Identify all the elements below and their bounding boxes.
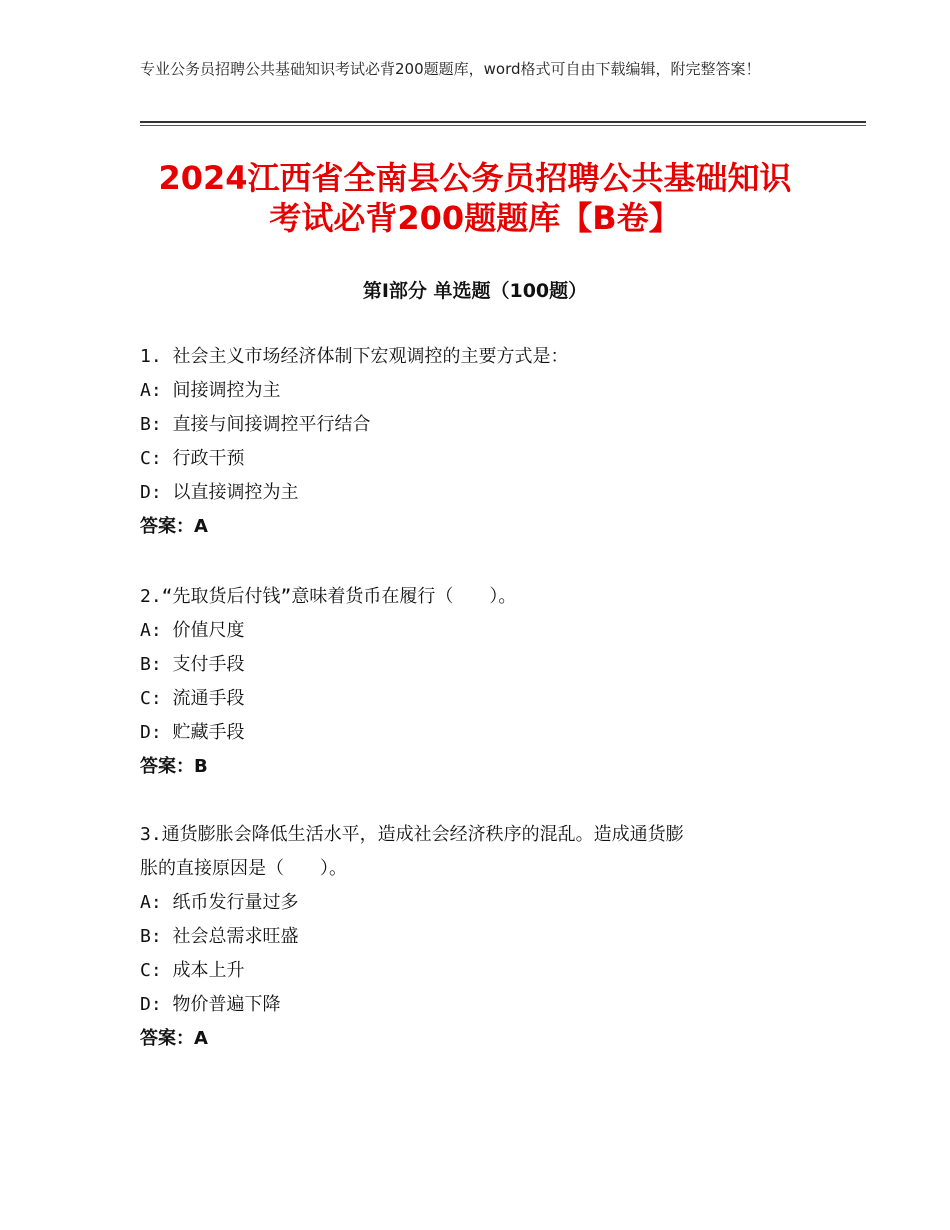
option-c: C: 流通手段 (140, 688, 245, 709)
option-c: C: 成本上升 (140, 960, 245, 981)
option-b: B: 支付手段 (140, 654, 245, 675)
option-c: C: 行政干预 (140, 448, 245, 469)
option-b: B: 直接与间接调控平行结合 (140, 414, 371, 435)
answer: 答案：B (140, 756, 208, 777)
section-title: 第Ⅰ部分 单选题（100题） (362, 280, 588, 302)
question-stem: 2.“先取货后付钱”意味着货币在履行（ ）。 (140, 586, 517, 607)
document-title (100, 158, 850, 238)
header-rule-thick (140, 121, 866, 123)
question-3 (140, 818, 820, 1056)
option-b: B: 社会总需求旺盛 (140, 926, 299, 947)
option-d: D: 物价普遍下降 (140, 994, 281, 1015)
question-1 (140, 340, 820, 544)
answer: 答案：A (140, 516, 208, 537)
option-a: A: 价值尺度 (140, 620, 245, 641)
option-a: A: 间接调控为主 (140, 380, 281, 401)
answer: 答案：A (140, 1028, 208, 1049)
question-stem-line-2: 胀的直接原因是（ ）。 (140, 858, 347, 879)
title-line-1: 2024江西省全南县公务员招聘公共基础知识 (158, 159, 792, 197)
header-rule-thin (140, 125, 866, 126)
option-a: A: 纸币发行量过多 (140, 892, 299, 913)
title-line-2: 考试必背200题题库【B卷】 (269, 199, 681, 237)
option-d: D: 以直接调控为主 (140, 482, 299, 503)
question-stem-line-1: 3.通货膨胀会降低生活水平，造成社会经济秩序的混乱。造成通货膨 (140, 824, 684, 845)
question-stem: 1. 社会主义市场经济体制下宏观调控的主要方式是： (140, 346, 569, 367)
option-d: D: 贮藏手段 (140, 722, 245, 743)
header-note: 专业公务员招聘公共基础知识考试必背200题题库，word格式可自由下载编辑，附完整答案！ (140, 60, 761, 78)
question-2 (140, 580, 820, 784)
